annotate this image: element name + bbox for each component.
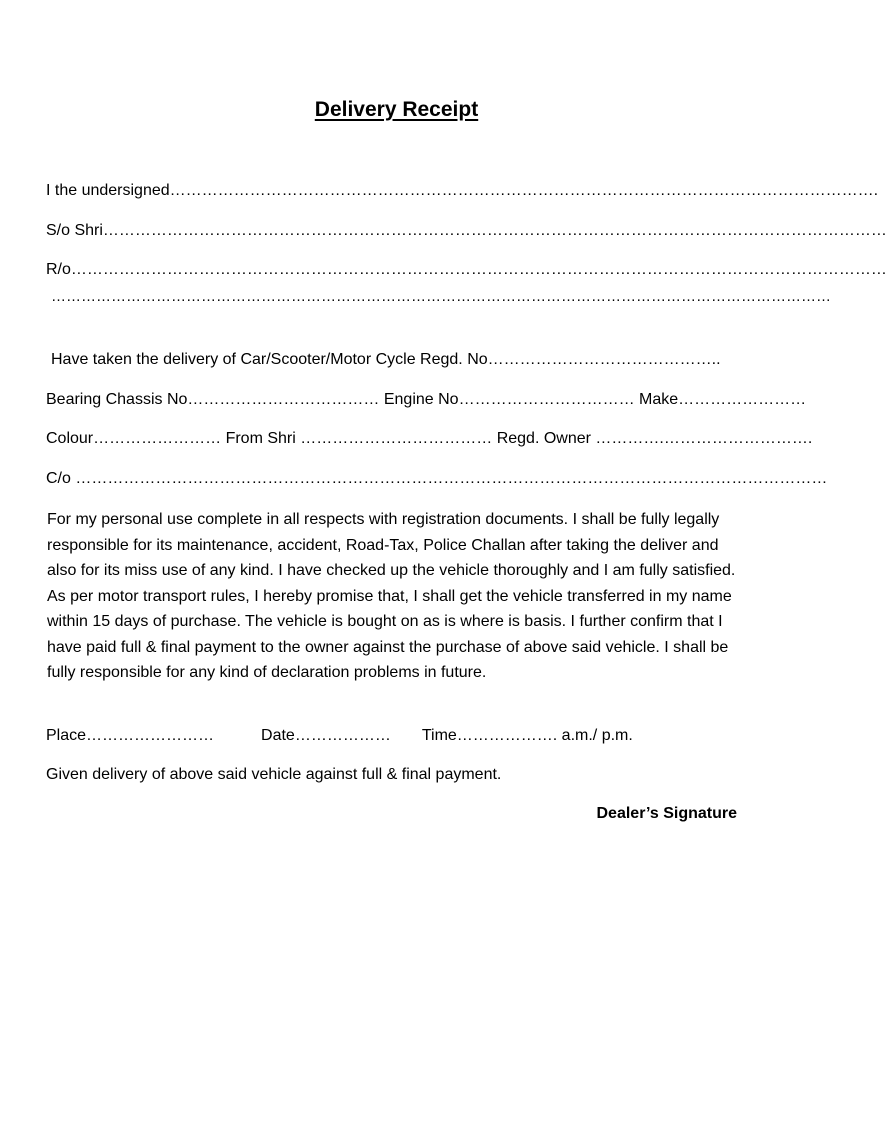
- so-shri-field: S/o Shri…………………………………………………………………………………………………………………………………: [46, 222, 887, 239]
- colour-owner-field: Colour…………………… From Shri ……………………………… Regd. Owner ………….……………………….: [46, 430, 813, 447]
- dealer-signature-label: Dealer’s Signature: [596, 805, 737, 822]
- date-field: Date………………: [261, 727, 391, 744]
- place-date-time-row: [46, 726, 633, 746]
- given-delivery-statement: Given delivery of above said vehicle against full & final payment.: [46, 766, 502, 783]
- declaration-paragraph: For my personal use complete in all respects with registration documents. I shall be fully legally responsible for its maintenance, accident, Road-Tax, Police Challan after taking the deliver and also for its miss use of any kind. I have checked up the vehicle thoroughly and I am fully satisfied. As per motor transport rules, I hereby promise that, I shall get the vehicle transferred in my name within 15 days of purchase. The vehicle is bought on as is where is basis. I further confirm that I have paid full & final payment to the owner against the purchase of above said vehicle. I shall be fully responsible for any kind of declaration problems in future.: [47, 511, 736, 681]
- place-field: Place……………………: [46, 727, 215, 744]
- care-of-field: C/o ……………………………………………………………………………………………………………………………: [46, 470, 828, 487]
- chassis-engine-make-field: Bearing Chassis No……………………………… Engine No…………………………… Make……………………: [46, 391, 807, 408]
- residence-field-line-1: R/o………………………………………………………………………………………………………………………………………: [46, 261, 887, 278]
- page-title: Delivery Receipt: [314, 98, 479, 121]
- residence-field-line-2: …………………………………………………………………………………………………………………………………………: [51, 288, 831, 305]
- time-field: Time………………. a.m./ p.m.: [421, 727, 633, 744]
- undersigned-field: I the undersigned…………………………………………………………………………………………………………………….: [46, 182, 879, 199]
- delivery-regd-field: Have taken the delivery of Car/Scooter/Motor Cycle Regd. No……………………………………..: [51, 351, 721, 368]
